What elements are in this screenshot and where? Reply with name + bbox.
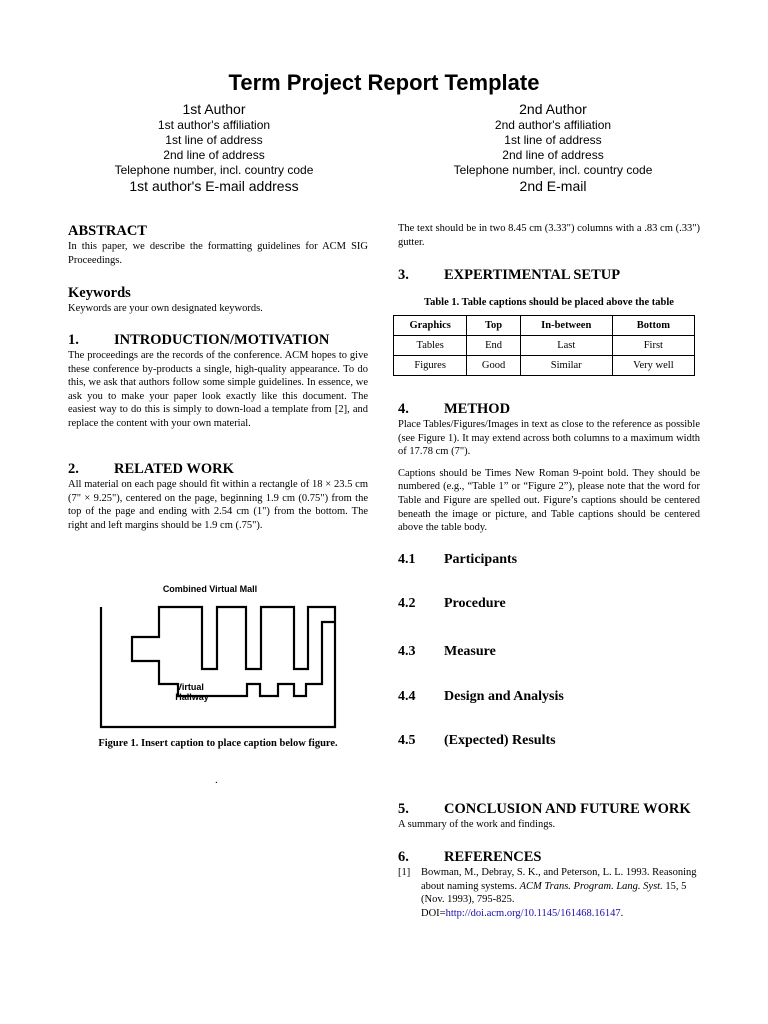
subsection-number: 4.5 bbox=[398, 733, 416, 748]
author-email: 1st author's E-mail address bbox=[129, 178, 299, 194]
section-number: 2. bbox=[68, 461, 79, 477]
subsection-number: 4.1 bbox=[398, 552, 416, 567]
floorplan-outline bbox=[101, 607, 335, 727]
related-work-text: All material on each page should fit within a rectangle of 18 × 23.5 cm (7" × 9.25"), centered on the page, beginning 1.9 cm (0.75") from the top of the page and ending with 2.54 cm (1") from the bottom. The right and left margins should be 1.9 cm (.75"). bbox=[68, 479, 368, 531]
hallway-label-line-2: Hallway bbox=[175, 692, 209, 702]
table-header-row bbox=[394, 316, 695, 336]
section-number: 5. bbox=[398, 801, 409, 817]
keywords-section bbox=[68, 284, 368, 316]
related-work-heading bbox=[68, 460, 368, 478]
figure-title: Combined Virtual Mall bbox=[162, 584, 258, 594]
stray-period: . bbox=[215, 774, 218, 786]
subsection-heading bbox=[398, 551, 700, 569]
paper-title: Term Project Report Template bbox=[228, 70, 540, 95]
section-title: RELATED WORK bbox=[114, 461, 234, 477]
keywords-text: Keywords are your own designated keywords. bbox=[68, 303, 263, 314]
related-work-section bbox=[68, 460, 368, 532]
conclusion-text: A summary of the work and findings. bbox=[398, 819, 556, 830]
subsection-number: 4.4 bbox=[398, 689, 416, 704]
method-heading bbox=[398, 400, 700, 418]
author-affiliation: 1st author's affiliation bbox=[157, 118, 271, 132]
section-title: EXPERTIMENTAL SETUP bbox=[444, 267, 621, 283]
table-1 bbox=[393, 315, 695, 376]
table-cell: Tables bbox=[394, 336, 467, 356]
method-section bbox=[398, 400, 700, 535]
reference-text bbox=[421, 866, 700, 920]
setup-section bbox=[398, 266, 700, 284]
table-cell: Good bbox=[467, 356, 520, 376]
author-phone: Telephone number, incl. country code bbox=[114, 163, 314, 177]
author-address-line-1: 1st line of address bbox=[165, 133, 263, 147]
author-address-line-2: 2nd line of address bbox=[502, 148, 604, 162]
abstract-heading: ABSTRACT bbox=[68, 223, 147, 239]
abstract-section bbox=[68, 222, 368, 267]
reference-journal: ACM Trans. Program. Lang. Syst. bbox=[519, 880, 663, 892]
table-header-cell: Bottom bbox=[612, 316, 694, 336]
references-section bbox=[398, 848, 700, 920]
section-title: INTRODUCTION/MOTIVATION bbox=[114, 332, 330, 348]
reference-number: [1] bbox=[398, 867, 411, 878]
author-name: 1st Author bbox=[182, 101, 246, 117]
keywords-heading: Keywords bbox=[68, 285, 131, 301]
subsection-4-4 bbox=[398, 688, 700, 706]
author-affiliation: 2nd author's affiliation bbox=[494, 118, 612, 132]
subsection-heading bbox=[398, 643, 700, 661]
author-block-2 bbox=[403, 101, 703, 195]
section-title: METHOD bbox=[444, 401, 511, 417]
subsection-title: Procedure bbox=[444, 596, 506, 611]
figure-1 bbox=[90, 582, 350, 742]
table-row bbox=[394, 336, 695, 356]
table-header-cell: In-between bbox=[520, 316, 612, 336]
subsection-number: 4.3 bbox=[398, 644, 416, 659]
table-cell: Figures bbox=[394, 356, 467, 376]
subsection-4-5 bbox=[398, 732, 700, 750]
method-text-1: Place Tables/Figures/Images in text as close to the reference as possible (see Figure 1). It may extend across both columns to a maximum width of 17.78 cm (7"). bbox=[398, 419, 700, 458]
subsection-title: (Expected) Results bbox=[444, 733, 556, 748]
reference-end: . bbox=[620, 907, 624, 919]
subsection-title: Participants bbox=[444, 552, 518, 567]
intro-section bbox=[68, 331, 368, 431]
table-cell: First bbox=[612, 336, 694, 356]
section-title: REFERENCES bbox=[444, 849, 542, 865]
table-cell: Similar bbox=[520, 356, 612, 376]
table-cell: End bbox=[467, 336, 520, 356]
setup-heading bbox=[398, 266, 700, 284]
section-number: 4. bbox=[398, 401, 409, 417]
table-1-caption: Table 1. Table captions should be placed above the table bbox=[424, 297, 674, 308]
subsection-title: Design and Analysis bbox=[444, 689, 564, 704]
conclusion-section bbox=[398, 800, 700, 832]
intro-heading bbox=[68, 331, 368, 349]
author-name: 2nd Author bbox=[519, 101, 587, 117]
reference-details: 15, 5 (Nov. 1993), 795-825. DOI= bbox=[421, 880, 687, 919]
table-row bbox=[394, 356, 695, 376]
table-header-cell: Top bbox=[467, 316, 520, 336]
table-1-wrapper bbox=[393, 315, 695, 376]
author-phone: Telephone number, incl. country code bbox=[453, 163, 653, 177]
section-number: 6. bbox=[398, 849, 409, 865]
method-text-2: Captions should be Times New Roman 9-point bold. They should be numbered (e.g., “Table 1” or “Figure 2”), please note that the word for Table and Figure are spelled out. Figure’s captions should be centered beneath the image or picture, and Table captions should be centered above the table body. bbox=[398, 467, 700, 534]
hallway-label-line-1: Virtual bbox=[176, 682, 204, 692]
column-note-text: The text should be in two 8.45 cm (3.33") columns with a .83 cm (.33") gutter. bbox=[398, 223, 700, 248]
subsection-heading bbox=[398, 688, 700, 706]
subsection-4-3 bbox=[398, 643, 700, 661]
subsection-4-2 bbox=[398, 595, 700, 613]
reference-authors: Bowman, M., Debray, S. K., and Peterson, L. L. 1993. Reasoning about naming systems. bbox=[421, 867, 697, 892]
column-note bbox=[398, 222, 700, 249]
section-title: CONCLUSION AND FUTURE WORK bbox=[444, 801, 691, 817]
conclusion-heading bbox=[398, 800, 700, 818]
references-heading bbox=[398, 848, 700, 866]
subsection-heading bbox=[398, 732, 700, 750]
intro-text: The proceedings are the records of the conference. ACM hopes to give these conference by-products a single, high-quality appearance. To do this, we ask that authors follow some simple guidelines. In essence, we ask you to make your paper look exactly like this document. The easiest way to do this is simply to down-load a template from [2], and replace the content with your own material. bbox=[68, 350, 368, 429]
subsection-4-1 bbox=[398, 551, 700, 569]
author-address-line-1: 1st line of address bbox=[504, 133, 602, 147]
author-email: 2nd E-mail bbox=[519, 178, 587, 194]
table-header-cell: Graphics bbox=[394, 316, 467, 336]
section-number: 3. bbox=[398, 267, 409, 283]
author-block-1 bbox=[64, 101, 364, 195]
subsection-number: 4.2 bbox=[398, 596, 416, 611]
subsection-heading bbox=[398, 595, 700, 613]
abstract-text: In this paper, we describe the formatting guidelines for ACM SIG Proceedings. bbox=[68, 241, 368, 266]
reference-doi-link[interactable]: http://doi.acm.org/10.1145/161468.16147 bbox=[445, 907, 621, 919]
figure-1-caption: Figure 1. Insert caption to place caption below figure. bbox=[98, 738, 338, 749]
subsection-title: Measure bbox=[444, 644, 496, 659]
section-number: 1. bbox=[68, 332, 79, 348]
table-cell: Last bbox=[520, 336, 612, 356]
reference-item bbox=[398, 866, 700, 920]
author-address-line-2: 2nd line of address bbox=[163, 148, 265, 162]
mall-floorplan-diagram bbox=[90, 582, 350, 742]
table-cell: Very well bbox=[612, 356, 694, 376]
